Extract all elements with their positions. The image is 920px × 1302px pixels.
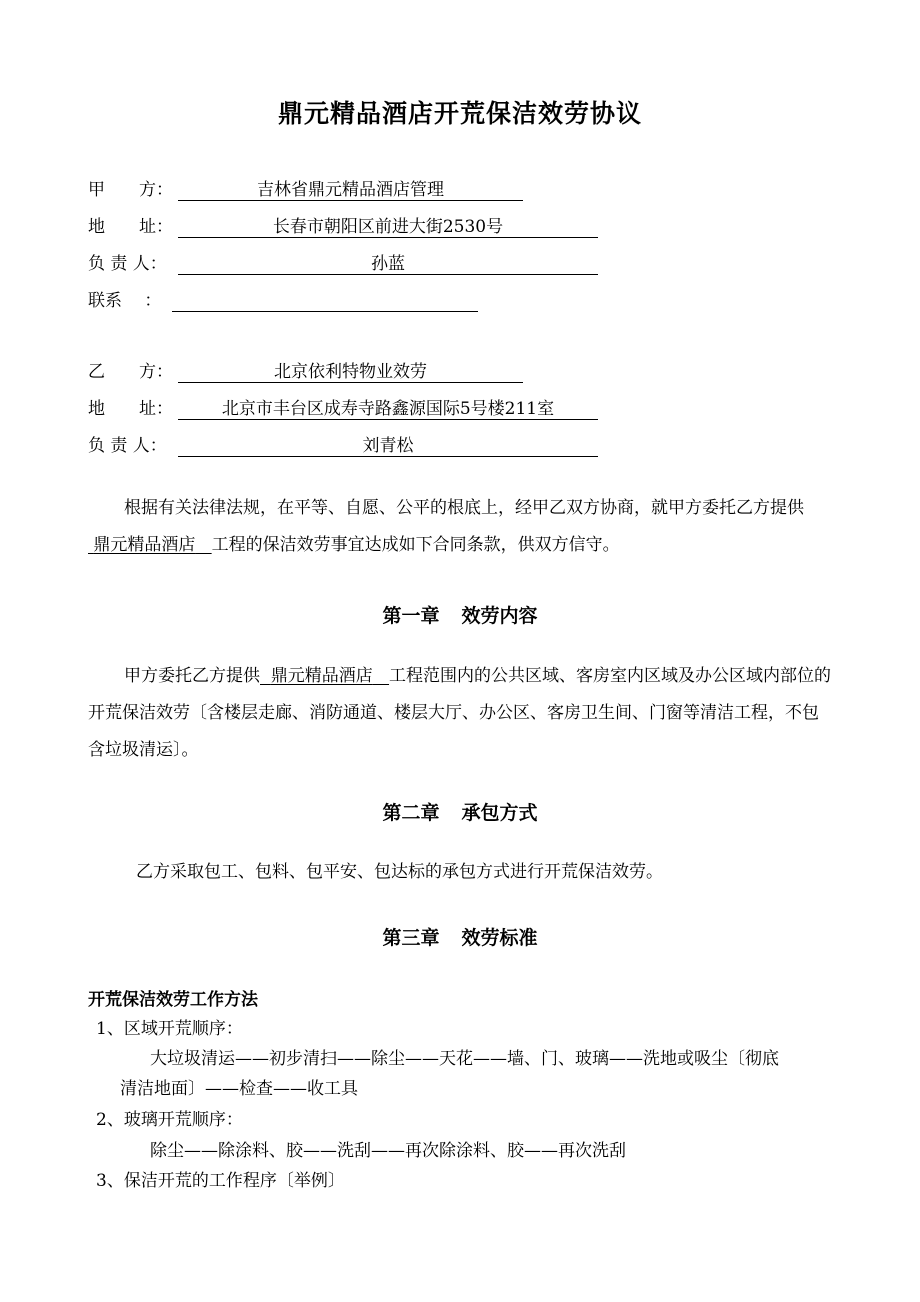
party-a-address-label: 地 址： [88,217,173,237]
party-b-manager-label: 负 责 人： [88,436,167,456]
party-a-contact-row [88,289,488,313]
party-b-address-row [88,397,608,421]
intro-paragraph [88,490,833,564]
party-b-row [88,360,548,384]
chapter-3-number: 第三章 [382,927,440,949]
document-title: 鼎元精品酒店开荒保洁效劳协议 [277,99,642,128]
chapter-2-paragraph [88,854,833,891]
chapter-1-project: 鼎元精品酒店 [270,666,373,686]
chapter-3-heading [0,923,920,950]
party-a-address-value: 长春市朝阳区前进大街2530号 [178,215,598,238]
chapter-1-text-post: 工程范围内的公共区域、客房室内区域及办公区域内部位的开荒保洁效劳〔含楼层走廊、消防通道、楼层大厅、办公区、客房卫生间、门窗等清洁工程，不包含垃圾清运〕。 [88,666,832,760]
chapter-2-title: 承包方式 [461,802,538,824]
method-item-1-label: 1、区域开荒顺序： [96,1019,243,1039]
party-b-value: 北京依利特物业效劳 [178,360,523,383]
chapter-1-title: 效劳内容 [461,605,538,627]
party-a-label: 甲 方： [88,180,173,200]
party-a-manager-row [88,252,608,276]
party-b-address-value: 北京市丰台区成寿寺路鑫源国际5号楼211室 [178,397,598,420]
party-a-manager-value: 孙蓝 [178,252,598,275]
method-item-1-line2: 清洁地面〕——检查——收工具 [120,1079,358,1099]
intro-text-post: 工程的保洁效劳事宜达成如下合同条款，供双方信守。 [211,535,620,555]
party-b-address-label: 地 址： [88,399,173,419]
party-b-manager-row [88,434,608,458]
party-b-manager-value: 刘青松 [178,434,598,457]
chapter-2-number: 第二章 [382,802,440,824]
chapter-1-paragraph [88,658,833,769]
method-heading: 开荒保洁效劳工作方法 [88,990,258,1010]
method-item-3-label: 3、保洁开荒的工作程序〔举例〕 [96,1171,345,1191]
chapter-1-heading [0,601,920,628]
party-a-contact-label: 联系 ： [88,291,162,311]
chapter-1-number: 第一章 [382,605,440,627]
party-a-row [88,178,548,202]
intro-project: 鼎元精品酒店 [93,535,196,555]
party-a-manager-label: 负 责 人： [88,254,167,274]
party-b-label: 乙 方： [88,362,173,382]
party-a-address-row [88,215,608,239]
method-item-1-line1: 大垃圾清运——初步清扫——除尘——天花——墙、门、玻璃——洗地或吸尘〔彻底 [150,1049,779,1069]
intro-text-pre: 根据有关法律法规，在平等、自愿、公平的根底上，经甲乙双方协商，就甲方委托乙方提供 [124,498,804,518]
chapter-1-text-pre: 甲方委托乙方提供 [124,666,260,686]
party-a-value: 吉林省鼎元精品酒店管理 [178,178,523,201]
party-a-contact-value [172,289,478,312]
chapter-3-title: 效劳标准 [461,927,538,949]
chapter-2-text: 乙方采取包工、包料、包平安、包达标的承包方式进行开荒保洁效劳。 [136,862,663,882]
chapter-2-heading [0,798,920,825]
method-item-2-line1: 除尘——除涂料、胶——洗刮——再次除涂料、胶——再次洗刮 [150,1141,626,1161]
method-item-2-label: 2、玻璃开荒顺序： [96,1110,243,1130]
